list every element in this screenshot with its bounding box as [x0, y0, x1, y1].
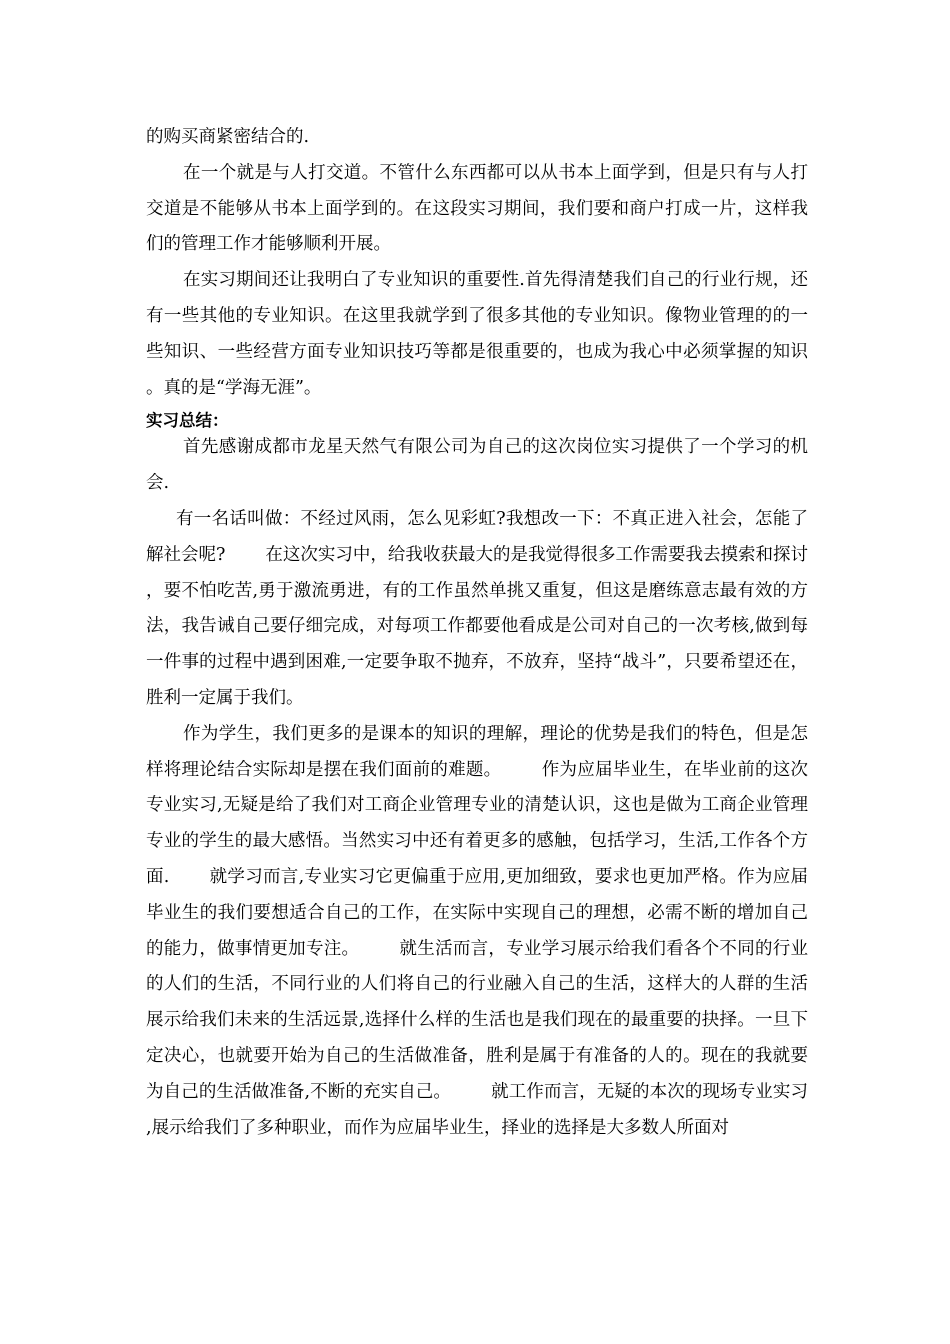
sentence-graduate: 作为应届毕业生，在毕业前的这次专业实习,无疑是给了我们对工商企业管理专业的清楚认识，这也是做为工商企业管理专业的学生的最大感悟。当然实习中还有着更多的感触，包括学习，生活,工作各个方面.: [146, 759, 809, 887]
paragraph-as-students: [146, 717, 808, 1147]
sentence-work: 就工作而言，无疑的本次的现场专业实习,展示给我们了多种职业，而作为应届毕业生，择业的选择是大多数人所面对: [146, 1081, 808, 1138]
paragraph-professional-knowledge: 在实习期间还让我明白了专业知识的重要性.首先得清楚我们自己的行业行规，还有一些其他的专业知识。在这里我就学到了很多其他的专业知识。像物业管理的的一些知识、一些经营方面专业知识技巧等都是很重要的，也成为我心中必须掌握的知识。真的是“学海无涯”。: [146, 270, 808, 398]
sentence-biggest-gain: 在这次实习中，给我收获最大的是我觉得很多工作需要我去摸索和探讨，要不怕吃苦,勇于激流勇进，有的工作虽然单挑又重复，但这是磨练意志最有效的方法，我告诫自己要仔细完成，对每项工作都要他看成是公司对自己的一次考核,做到每一件事的过程中遇到困难,一定要争取不抛弃，不放弃，坚持“战斗”，只要希望还在，胜利一定属于我们。: [146, 544, 809, 708]
section-heading-internship-summary: 实习总结：: [146, 411, 229, 431]
paragraph-dealing-with-people: 在一个就是与人打交道。不管什么东西都可以从书本上面学到，但是只有与人打交道是不能够从书本上面学到的。在这段实习期间，我们要和商户打成一片，这样我们的管理工作才能够顺利开展。: [146, 162, 808, 255]
paragraph-thanks: 首先感谢成都市龙星天然气有限公司为自己的这次岗位实习提供了一个学习的机会.: [146, 437, 808, 494]
paragraph-rainbow-saying: [146, 502, 808, 717]
paragraph-continuation: 的购买商紧密结合的.: [146, 127, 310, 147]
sentence-life: 就生活而言，专业学习展示给我们看各个不同的行业的人们的生活，不同行业的人们将自己的行业融入自己的生活，这样大的人群的生活展示给我们未来的生活远景,选择什么样的生活也是我们现在的最重要的抉择。一旦下定决心，也就要开始为自己的生活做准备，胜利是属于有准备的人的。现在的我就要为自己的生活做准备,不断的充实自己。: [146, 938, 809, 1102]
sentence-saying: 有一名话叫做：不经过风雨，怎么见彩虹?我想改一下：不真正进入社会，怎能了解社会呢?: [146, 508, 808, 565]
sentence-theory: 作为学生，我们更多的是课本的知识的理解，理论的优势是我们的特色，但是怎样将理论结合实际却是摆在我们面前的难题。: [146, 723, 808, 780]
sentence-study: 就学习而言,专业实习它更偏重于应用,更加细致，要求也更加严格。作为应届毕业生的我们要想适合自己的工作，在实际中实现自己的理想，必需不断的增加自己的能力，做事情更加专注。: [146, 866, 808, 959]
document-page: [146, 120, 808, 1146]
